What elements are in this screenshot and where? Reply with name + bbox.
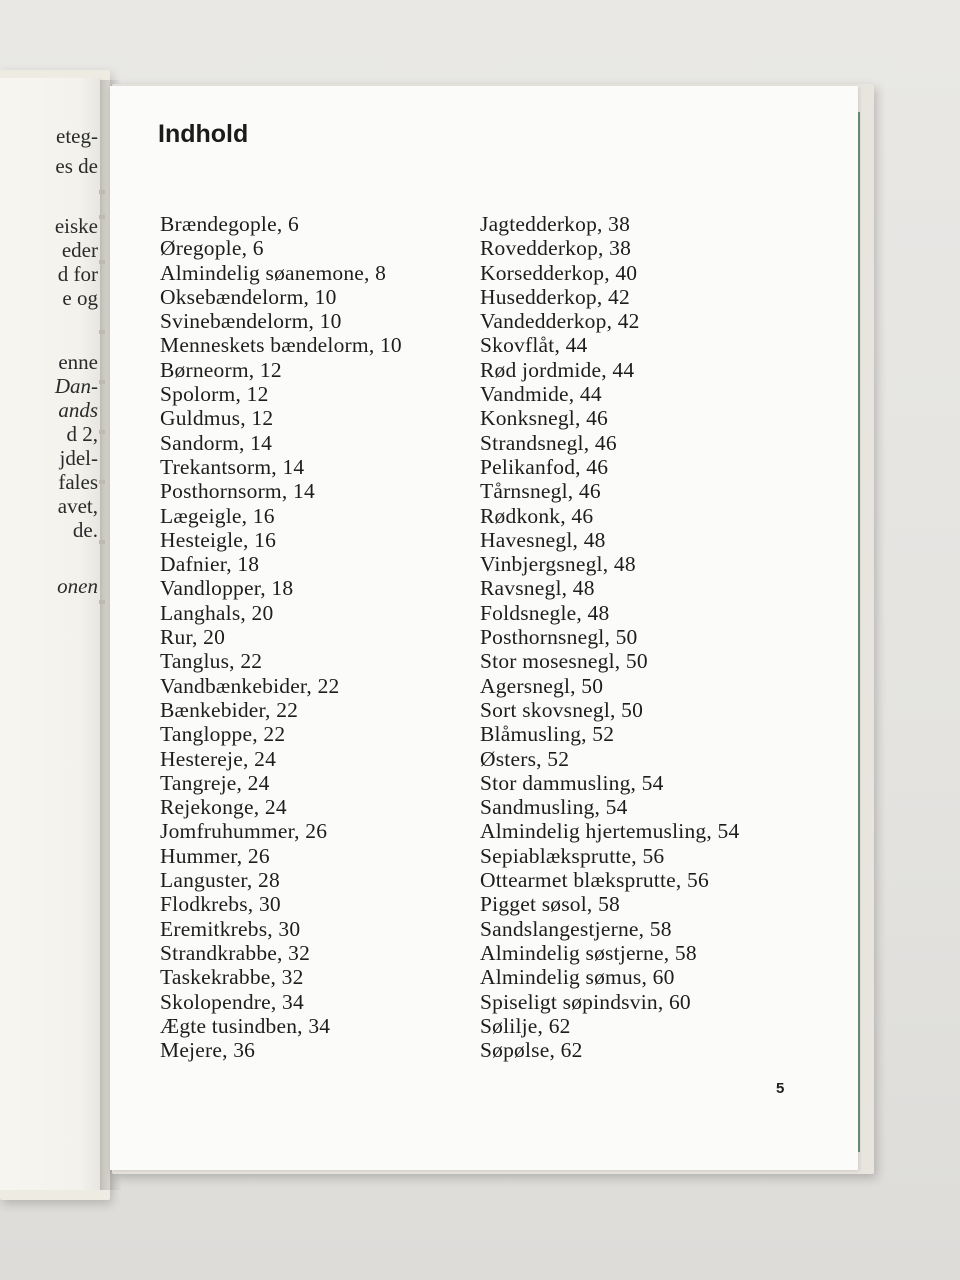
left-page-text-fragment: de. xyxy=(72,518,98,542)
contents-entry: Taskekrabbe, 32 xyxy=(160,965,304,990)
contents-entry: Languster, 28 xyxy=(160,868,280,893)
contents-entry: Oksebændelorm, 10 xyxy=(160,284,337,309)
contents-entry: Svinebændelorm, 10 xyxy=(160,309,342,334)
contents-entry: Vandbænkebider, 22 xyxy=(160,673,340,698)
contents-entry: Jomfruhummer, 26 xyxy=(160,819,328,844)
left-page-text-fragment: es de xyxy=(55,154,98,178)
contents-entry: Guldmus, 12 xyxy=(160,406,274,431)
contents-entry: Sandslangestjerne, 58 xyxy=(480,916,672,941)
contents-entry: Hestereje, 24 xyxy=(160,746,277,771)
left-page-text-fragment: avet, xyxy=(57,494,98,518)
contents-entry: Dafnier, 18 xyxy=(160,552,260,577)
contents-entry: Rejekonge, 24 xyxy=(160,795,287,820)
contents-entry: Børneorm, 12 xyxy=(160,357,282,382)
contents-entry: Ottearmet blæksprutte, 56 xyxy=(480,868,709,893)
contents-entry: Agersnegl, 50 xyxy=(480,673,604,698)
contents-entry: Tangloppe, 22 xyxy=(160,722,286,747)
contents-entry: Lægeigle, 16 xyxy=(160,503,275,528)
left-page xyxy=(0,78,102,1190)
binding-stitch xyxy=(99,540,105,544)
contents-entry: Husedderkop, 42 xyxy=(480,284,630,309)
left-page-text-fragment: jdel- xyxy=(59,446,98,470)
contents-entry: Almindelig sømus, 60 xyxy=(480,965,675,990)
left-page-text-fragment: e og xyxy=(62,286,98,310)
contents-entry: Sandmusling, 54 xyxy=(480,795,628,820)
contents-entry: Pelikanfod, 46 xyxy=(480,454,609,479)
contents-entry: Skolopendre, 34 xyxy=(160,989,304,1014)
contents-entry: Almindelig søanemone, 8 xyxy=(160,260,387,285)
contents-entry: Jagtedderkop, 38 xyxy=(480,212,631,236)
contents-entry: Posthornsnegl, 50 xyxy=(480,625,638,650)
page-number: 5 xyxy=(776,1080,785,1097)
contents-entry: Konksnegl, 46 xyxy=(480,406,609,431)
contents-entry: Havesnegl, 48 xyxy=(480,527,606,552)
contents-entry: Vandmide, 44 xyxy=(480,382,602,407)
contents-entry: Flodkrebs, 30 xyxy=(160,892,281,917)
contents-entry: Spiseligt søpindsvin, 60 xyxy=(480,989,691,1014)
left-page-text-fragment: Dan- xyxy=(54,374,98,398)
contents-entry: Pigget søsol, 58 xyxy=(480,892,620,917)
left-page-text-fragment: d 2, xyxy=(66,422,98,446)
contents-entry: Strandsnegl, 46 xyxy=(480,430,617,455)
contents-entry: Østers, 52 xyxy=(480,746,570,771)
contents-entry: Spolorm, 12 xyxy=(160,382,269,407)
binding-stitch xyxy=(99,330,105,334)
contents-entry: Rovedderkop, 38 xyxy=(480,236,632,261)
binding-stitch xyxy=(99,260,105,264)
contents-entry: Sepiablæksprutte, 56 xyxy=(480,843,665,868)
contents-entry: Vandlopper, 18 xyxy=(160,576,294,601)
binding-stitch xyxy=(99,480,105,484)
binding-stitch xyxy=(99,380,105,384)
contents-page xyxy=(110,86,858,1170)
contents-column-right xyxy=(480,212,739,1062)
contents-entry: Ægte tusindben, 34 xyxy=(160,1013,331,1038)
binding-stitch xyxy=(99,430,105,434)
contents-entry: Sandorm, 14 xyxy=(160,430,273,455)
contents-entry: Bænkebider, 22 xyxy=(160,697,299,722)
left-page-text-fragment: eder xyxy=(61,238,98,262)
left-page-text-fragment: enne xyxy=(58,350,98,374)
left-page-text-fragment: eteg- xyxy=(56,124,98,148)
contents-entry: Strandkrabbe, 32 xyxy=(160,940,311,965)
contents-entry: Posthornsorm, 14 xyxy=(160,479,315,504)
contents-entry: Sort skovsnegl, 50 xyxy=(480,697,644,722)
contents-entry: Tårnsnegl, 46 xyxy=(480,479,601,504)
left-page-text-fragment: onen xyxy=(57,574,98,598)
contents-entry: Korsedderkop, 40 xyxy=(480,260,638,285)
contents-entry: Stor dammusling, 54 xyxy=(480,770,664,795)
contents-entry: Søpølse, 62 xyxy=(480,1038,583,1063)
left-page-text-fragment: ands xyxy=(58,398,98,422)
contents-entry: Ravsnegl, 48 xyxy=(480,576,595,601)
contents-entry: Tanglus, 22 xyxy=(160,649,263,674)
contents-entry: Rød jordmide, 44 xyxy=(480,357,635,382)
contents-entry: Stor mosesnegl, 50 xyxy=(480,649,648,674)
contents-entry: Rur, 20 xyxy=(160,625,226,650)
binding-stitch xyxy=(99,190,105,194)
contents-entry: Tangreje, 24 xyxy=(160,770,270,795)
left-page-text-fragment: eiske xyxy=(54,214,98,238)
contents-entry: Almindelig søstjerne, 58 xyxy=(480,940,697,965)
contents-entry: Sølilje, 62 xyxy=(480,1013,571,1038)
left-page-text-fragment: d for xyxy=(57,262,98,286)
contents-entry: Mejere, 36 xyxy=(160,1038,256,1063)
contents-entry: Skovflåt, 44 xyxy=(480,333,588,358)
contents-entry: Hummer, 26 xyxy=(160,843,270,868)
contents-entry: Vinbjergsnegl, 48 xyxy=(480,552,636,577)
contents-entry: Almindelig hjertemusling, 54 xyxy=(480,819,740,844)
contents-column-left xyxy=(160,212,402,1062)
contents-entry: Rødkonk, 46 xyxy=(480,503,594,528)
binding-stitch xyxy=(99,600,105,604)
contents-entry: Brændegople, 6 xyxy=(160,212,299,236)
contents-entry: Blåmusling, 52 xyxy=(480,722,615,747)
binding-stitch xyxy=(99,215,105,219)
contents-entry: Foldsnegle, 48 xyxy=(480,600,610,625)
contents-entry: Trekantsorm, 14 xyxy=(160,454,305,479)
left-page-text-fragment: fales xyxy=(58,470,98,494)
contents-entry: Hesteigle, 16 xyxy=(160,527,277,552)
contents-entry: Menneskets bændelorm, 10 xyxy=(160,333,402,358)
contents-entry: Eremitkrebs, 30 xyxy=(160,916,301,941)
contents-entry: Vandedderkop, 42 xyxy=(480,309,640,334)
contents-entry: Langhals, 20 xyxy=(160,600,274,625)
contents-entry: Øregople, 6 xyxy=(160,236,264,261)
page-title: Indhold xyxy=(158,120,249,148)
